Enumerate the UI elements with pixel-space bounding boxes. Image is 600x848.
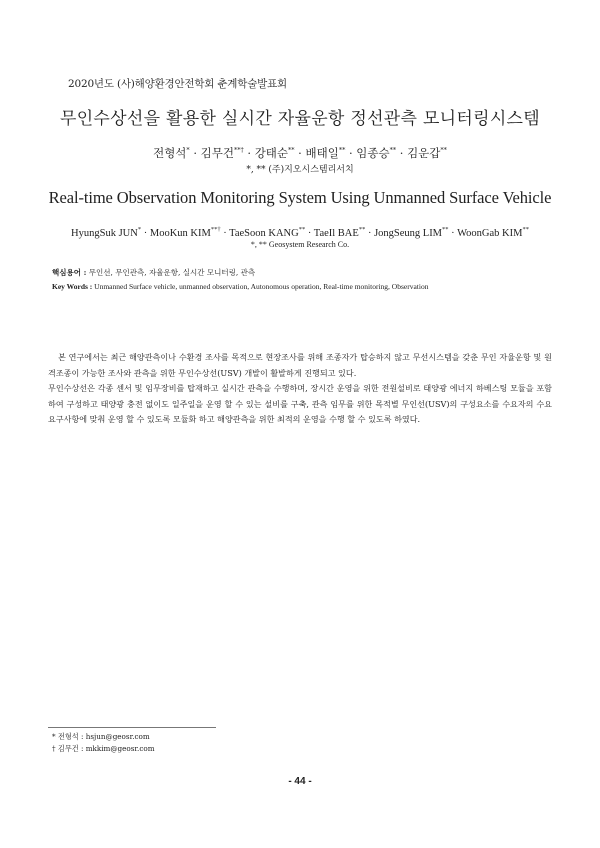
kr-author-name: 전형석 <box>153 146 187 160</box>
keywords-korean-label: 핵심용어 : <box>52 268 87 277</box>
kr-author-name: 임종승 <box>356 146 390 160</box>
footnote-corresponding-2 <box>52 744 155 754</box>
author-list-korean <box>0 145 600 161</box>
en-author-name: TaeSoon KANG <box>229 228 299 239</box>
author-separator: · <box>243 146 255 160</box>
affiliation-english: *, ** Geosystem Research Co. <box>250 240 350 249</box>
paper-title-korean: 무인수상선을 활용한 실시간 자율운항 정선관측 모니터링시스템 <box>59 109 540 129</box>
author-separator: · <box>294 146 306 160</box>
page-number: - 44 - <box>288 776 312 787</box>
kr-author-name: 강태순 <box>254 146 289 160</box>
kr-author-mark: * <box>186 146 190 154</box>
author-separator: · <box>189 146 201 160</box>
keywords-korean-text: 무인선, 무인관측, 자율운항, 실시간 모니터링, 관측 <box>88 268 256 277</box>
kr-author-mark: ** <box>440 146 447 154</box>
author-separator: · <box>396 146 408 160</box>
conference-header: 2020년도 (사)해양환경안전학회 춘계학술발표회 <box>68 78 287 90</box>
paper-title-english: Real-time Observation Monitoring System Using Unmanned Surface Vehicle <box>48 188 552 207</box>
author-separator: · <box>345 146 357 160</box>
keywords-english <box>52 282 428 291</box>
kr-author-mark: **† <box>233 146 244 154</box>
en-author-mark: ** <box>298 226 306 233</box>
footnote-corresponding-1 <box>52 732 150 742</box>
en-author-mark: **† <box>210 226 221 233</box>
author-separator: · <box>305 228 314 239</box>
en-author-name: MooKun KIM <box>149 228 211 239</box>
keywords-korean <box>52 267 255 278</box>
kr-author-mark: ** <box>338 146 346 154</box>
footnote-divider <box>48 727 216 728</box>
keywords-english-text: Unmanned Surface vehicle, unmanned observation, Autonomous operation, Real-time monitoring, Observation <box>94 282 429 291</box>
kr-author-mark: ** <box>288 146 295 154</box>
footnote-mark: † <box>52 744 56 753</box>
author-separator: · <box>220 228 230 239</box>
en-author-mark: ** <box>522 226 529 233</box>
affiliation-korean: *, ** (주)지오시스템리서치 <box>246 165 354 175</box>
en-author-mark: ** <box>358 226 366 233</box>
kr-author-name: 배태일 <box>305 146 339 160</box>
abstract-paragraph: 무인수상선은 각종 센서 및 임무장비를 탑재하고 실시간 관측을 수행하며, 장시간 운영을 위한 전원설비로 태양광 에너지 하베스팅 모듈을 포함하여 구성하고 태양광 충전 없이도 일주일을 운영 할 수 있는 설비를 구축, 관측 임무를 위한 목적별 무인선(USV)의 구성요소를 수요자의 수요 요구사항에 맞춰 운영 할 수 있도록 모듈화 하고 해양관측을 위한 최적의 운영을 수행 할 수 있도록 하였다. <box>48 383 552 424</box>
keywords-english-label: Key Words : <box>52 282 93 291</box>
kr-author-name: 김운갑 <box>407 146 441 160</box>
footnote-mark: * <box>52 732 56 741</box>
kr-author-name: 김무건 <box>200 146 234 160</box>
author-separator: · <box>141 228 150 239</box>
abstract <box>48 350 552 428</box>
author-separator: · <box>365 228 375 239</box>
en-author-name: WoonGab KIM <box>457 228 523 239</box>
en-author-mark: ** <box>442 226 449 233</box>
en-author-name: JongSeung LIM <box>374 228 443 239</box>
author-list-english <box>0 226 600 239</box>
abstract-paragraph: 본 연구에서는 최근 해양관측이나 수환경 조사를 목적으로 현장조사를 위해 조종자가 탑승하지 않고 무선시스템을 갖춘 무인 자율운항 및 원격조종이 가능한 조사와 관측을 위한 무인수상선(USV) 개발이 활발하게 진행되고 있다. <box>48 352 552 378</box>
footnote-text: 김무건 : mkkim@geosr.com <box>57 744 155 753</box>
en-author-mark: * <box>137 226 142 233</box>
author-separator: · <box>448 228 458 239</box>
footnote-text: 전형석 : hsjun@geosr.com <box>57 732 150 741</box>
en-author-name: TaeIl BAE <box>313 228 359 239</box>
kr-author-mark: ** <box>389 146 397 154</box>
en-author-name: HyungSuk JUN <box>71 228 138 239</box>
